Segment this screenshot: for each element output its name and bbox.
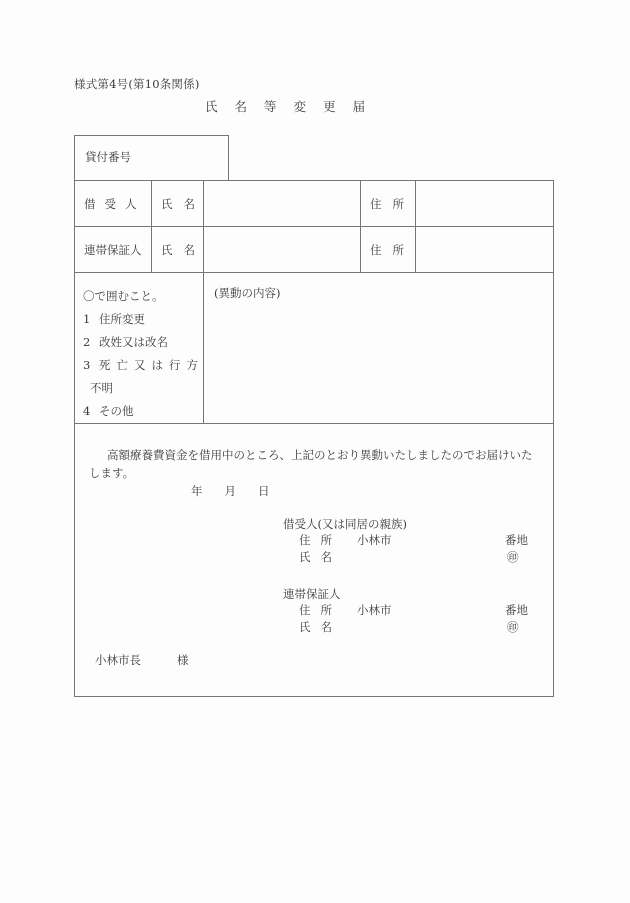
option-label-char: は bbox=[151, 358, 163, 372]
form-number: 様式第4号(第10条関係) bbox=[74, 77, 200, 91]
table-row bbox=[75, 424, 554, 697]
borrower-signature-address-line[interactable] bbox=[283, 532, 528, 549]
option-label-char: 死 bbox=[99, 358, 111, 372]
guarantor-address-label: 住 所 bbox=[370, 243, 404, 257]
guarantor-name-field[interactable] bbox=[204, 227, 361, 273]
seal-icon: ㊞ bbox=[507, 620, 519, 634]
borrower-signature-block bbox=[283, 516, 528, 566]
month-label: 月 bbox=[224, 484, 236, 498]
declaration-cell bbox=[75, 424, 554, 697]
change-reason-options bbox=[75, 273, 203, 423]
title-char: 届 bbox=[352, 99, 366, 114]
loan-number-box bbox=[74, 135, 229, 180]
borrower-address-label: 住 所 bbox=[370, 197, 404, 211]
option-label: その他 bbox=[99, 404, 134, 418]
loan-number-label: 貸付番号 bbox=[85, 150, 131, 164]
title-char: 氏 bbox=[205, 99, 218, 114]
day-label: 日 bbox=[258, 484, 270, 498]
party-table bbox=[74, 180, 554, 697]
option-item-3[interactable] bbox=[83, 354, 203, 377]
borrower-address-field[interactable] bbox=[416, 181, 554, 227]
borrower-party-label-cell bbox=[75, 181, 152, 227]
borrower-name-field[interactable] bbox=[204, 181, 361, 227]
guarantor-party-label: 連帯保証人 bbox=[84, 243, 142, 257]
guarantor-address-label-cell bbox=[361, 227, 416, 273]
borrower-signature-name-line[interactable] bbox=[283, 549, 519, 566]
borrower-name-label: 氏 名 bbox=[161, 197, 195, 211]
borrower-signature-address-suffix: 番地 bbox=[505, 533, 528, 547]
guarantor-signature-address-label: 住 所 bbox=[299, 603, 332, 617]
table-row bbox=[75, 273, 554, 424]
guarantor-signature-name-label: 氏 名 bbox=[299, 620, 332, 634]
guarantor-signature-role: 連帯保証人 bbox=[283, 587, 341, 601]
addressee-line bbox=[95, 652, 189, 668]
guarantor-name-label: 氏 名 bbox=[161, 243, 195, 257]
option-label-char: 又 bbox=[134, 358, 146, 372]
borrower-signature-role: 借受人(又は同居の親族) bbox=[283, 517, 407, 531]
borrower-address-value bbox=[416, 181, 553, 196]
option-label-char: 行 bbox=[169, 358, 181, 372]
addressee-name: 小林市長 bbox=[95, 653, 141, 667]
guarantor-signature-block bbox=[283, 586, 528, 636]
year-label: 年 bbox=[191, 484, 203, 498]
declaration-text: 高額療養費資金を借用中のところ、上記のとおり異動いたしましたのでお届けいたします。 bbox=[89, 448, 533, 480]
option-label: 改姓又は改名 bbox=[99, 335, 168, 349]
seal-icon: ㊞ bbox=[507, 550, 519, 564]
borrower-address-label-cell bbox=[361, 181, 416, 227]
table-row bbox=[75, 227, 554, 273]
declaration-block bbox=[75, 424, 553, 696]
borrower-signature-name-label: 氏 名 bbox=[299, 550, 332, 564]
title-char: 名 bbox=[234, 99, 248, 114]
option-number: 2 bbox=[83, 335, 91, 349]
title-char: 更 bbox=[323, 99, 336, 114]
guarantor-address-value bbox=[416, 227, 553, 242]
title-char: 等 bbox=[264, 99, 277, 114]
option-number: 3 bbox=[83, 358, 91, 372]
borrower-party-label: 借 受 人 bbox=[84, 197, 137, 211]
guarantor-signature-name-line[interactable] bbox=[283, 619, 519, 636]
option-label-char: 亡 bbox=[116, 358, 128, 372]
guarantor-signature-city: 小林市 bbox=[357, 603, 392, 617]
addressee-honorific: 様 bbox=[177, 653, 189, 667]
title-char: 変 bbox=[293, 99, 307, 114]
option-item-1[interactable] bbox=[83, 308, 203, 331]
guarantor-party-label-cell bbox=[75, 227, 152, 273]
option-label-char: 方 bbox=[186, 358, 198, 372]
borrower-signature-city: 小林市 bbox=[357, 533, 392, 547]
change-reason-options-cell bbox=[75, 273, 204, 424]
option-item-2[interactable] bbox=[83, 331, 203, 354]
guarantor-name-label-cell bbox=[152, 227, 204, 273]
option-item-4[interactable] bbox=[83, 400, 203, 423]
guarantor-name-value bbox=[204, 227, 360, 242]
page-title bbox=[205, 97, 365, 115]
table-row bbox=[75, 181, 554, 227]
option-number: 4 bbox=[83, 404, 91, 418]
option-item-3-continuation: 不明 bbox=[90, 381, 113, 395]
option-label: 住所変更 bbox=[99, 312, 145, 326]
guarantor-address-field[interactable] bbox=[416, 227, 554, 273]
options-instruction: 〇で囲むこと。 bbox=[83, 289, 164, 303]
borrower-signature-address-label: 住 所 bbox=[299, 533, 332, 547]
guarantor-signature-address-line[interactable] bbox=[283, 602, 528, 619]
borrower-name-label-cell bbox=[152, 181, 204, 227]
guarantor-signature-address-suffix: 番地 bbox=[505, 603, 528, 617]
option-number: 1 bbox=[83, 312, 91, 326]
change-details-field[interactable] bbox=[204, 273, 554, 424]
change-details-label: (異動の内容) bbox=[214, 286, 281, 300]
date-line[interactable] bbox=[191, 483, 270, 499]
borrower-name-value bbox=[204, 181, 360, 196]
